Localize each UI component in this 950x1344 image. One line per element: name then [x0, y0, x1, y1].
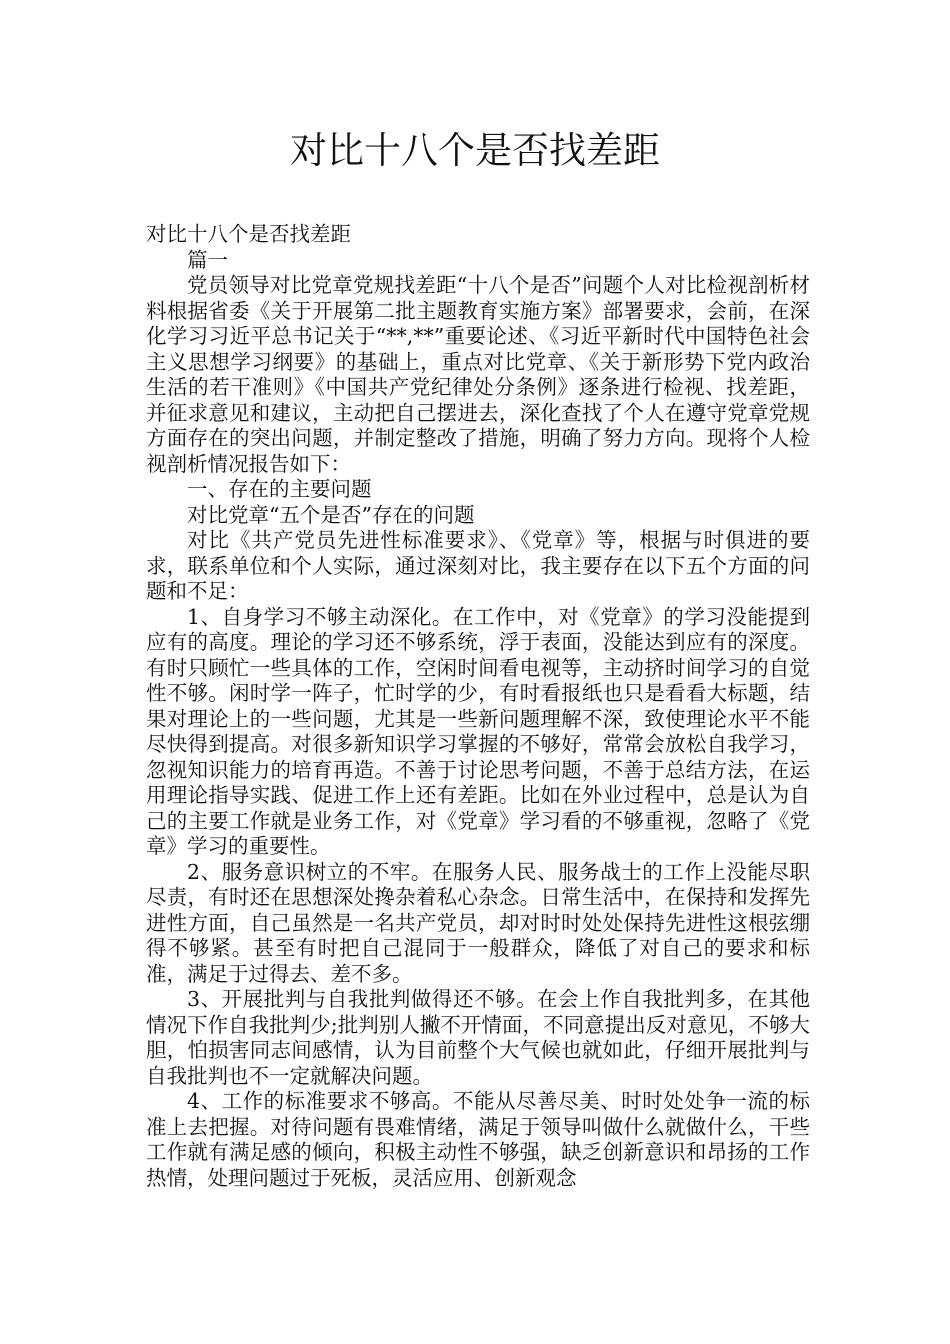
paragraph-heading-repeat: 对比十八个是否找差距 [146, 222, 351, 246]
paragraph-intro: 党员领导对比党章党规找差距“十八个是否”问题个人对比检视剖析材料根据省委《关于开展第二批主题教育实施方案》部署要求，会前，在深化学习习近平总书记关于“**,**”重要论述、《习近平新时代中国特色社会主义思想学习纲要》的基础上，重点对比党章、《关于新形势下党内政治生活的若干准则》《中国共产党纪律处分条例》逐条进行检视、找差距，并征求意见和建议，主动把自己摆进去，深化查找了个人在遵守党章党规方面存在的突出问题，并制定整改了措施，明确了努力方向。现将个人检视剖析情况报告如下： [146, 273, 810, 476]
document-body [146, 222, 810, 1191]
paragraph-item-1: 1、自身学习不够主动深化。在工作中，对《党章》的学习没能提到应有的高度。理论的学习还不够系统，浮于表面，没能达到应有的深度。有时只顾忙一些具体的工作，空闲时间看电视等，主动挤时间学习的自觉性不够。闲时学一阵子，忙时学的少，有时看报纸也只是看看大标题，结果对理论上的一些问题，尤其是一些新问题理解不深，致使理论水平不能尽快得到提高。对很多新知识学习掌握的不够好，常常会放松自我学习，忽视知识能力的培育再造。不善于讨论思考问题，不善于总结方法，在运用理论指导实践、促进工作上还有差距。比如在外业过程中，总是认为自己的主要工作就是业务工作，对《党章》学习看的不够重视，忽略了《党章》学习的重要性。 [146, 604, 810, 858]
paragraph-comparison: 对比《共产党员先进性标准要求》、《党章》等，根据与时俱进的要求，联系单位和个人实际，通过深刻对比，我主要存在以下五个方面的问题和不足： [146, 528, 810, 603]
paragraph-section-label: 篇一 [187, 247, 228, 272]
document-title: 对比十八个是否找差距 [290, 129, 660, 172]
paragraph-item-4: 4、工作的标准要求不够高。不能从尽善尽美、时时处处争一流的标准上去把握。对待问题有畏难情绪，满足于领导叫做什么就做什么，干些工作就有满足感的倾向，积极主动性不够强，缺乏创新意识和昂扬的工作热情，处理问题过于死板，灵活应用、创新观念 [146, 1089, 810, 1190]
paragraph-item-3: 3、开展批判与自我批判做得还不够。在会上作自我批判多，在其他情况下作自我批判少;批判别人撇不开情面，不同意提出反对意见，不够大胆，怕损害同志间感情，认为目前整个大气候也就如此，仔细开展批判与自我批判也不一定就解决问题。 [146, 987, 810, 1088]
paragraph-heading-problems: 一、存在的主要问题 [187, 477, 372, 501]
paragraph-item-2: 2、服务意识树立的不牢。在服务人民、服务战士的工作上没能尽职尽责，有时还在思想深处搀杂着私心杂念。日常生活中，在保持和发挥先进性方面，自己虽然是一名共产党员，却对时时处处保持先进性这根弦绷得不够紧。甚至有时把自己混同于一般群众，降低了对自己的要求和标准，满足于过得去、差不多。 [146, 859, 810, 986]
paragraph-subheading: 对比党章“五个是否”存在的问题 [187, 502, 475, 527]
